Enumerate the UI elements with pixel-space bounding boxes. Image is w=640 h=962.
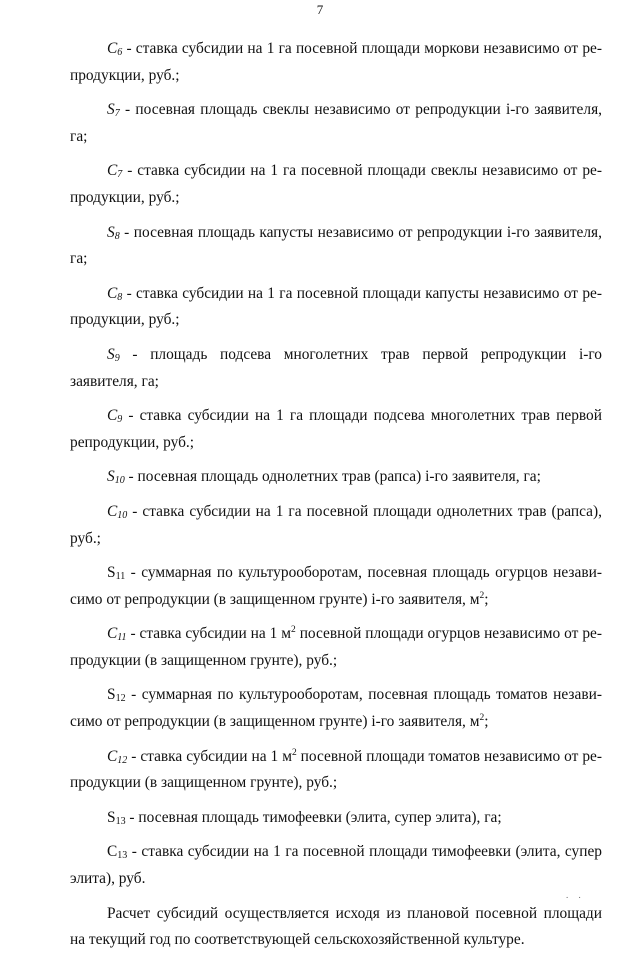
variable-symbol [107, 748, 127, 765]
variable-letter: C [107, 625, 118, 643]
paragraph [70, 342, 602, 395]
paragraph [70, 403, 602, 456]
variable-letter: C [107, 502, 118, 520]
paragraph [70, 805, 602, 832]
paragraph-text-tail: посевной площади огурцов независимо от репродукции (в защищенном грунте), руб.; [70, 625, 602, 669]
variable-subscript: 11 [115, 571, 126, 583]
variable-letter: S [107, 686, 116, 704]
variable-letter: S [107, 101, 115, 119]
paragraph-text-main: - ставка субсидии на 1 м [126, 625, 292, 643]
paragraph [70, 499, 602, 552]
variable-subscript: 13 [117, 850, 128, 862]
variable-symbol [107, 843, 127, 860]
variable-letter: S [107, 564, 116, 582]
paragraph-text [70, 503, 602, 547]
paragraph [70, 281, 602, 334]
variable-symbol [107, 285, 122, 302]
variable-subscript: 8 [117, 291, 123, 303]
variable-symbol [107, 625, 127, 642]
paragraph-text [70, 564, 602, 608]
variable-symbol [107, 101, 120, 118]
paragraph-text-main: - ставка субсидии на 1 м [127, 747, 292, 765]
paragraph [70, 97, 602, 150]
paragraph-text-main: - посевная площадь однолетних трав (рапса) i-го заявителя, га; [124, 468, 541, 486]
variable-subscript: 10 [117, 509, 128, 521]
unit-superscript: 2 [291, 625, 296, 636]
variable-letter: C [107, 40, 118, 57]
paragraph-text-main: Расчет субсидий осуществляется исходя из плановой посевной площади на текущий год по соответствующей сельскохозяйственной культуре. [70, 904, 602, 949]
variable-letter: C [107, 284, 118, 302]
variable-symbol [107, 224, 120, 241]
paragraph-text [70, 40, 602, 84]
variable-symbol [107, 686, 126, 703]
paragraph [70, 36, 602, 89]
variable-subscript: 6 [117, 47, 123, 58]
paragraph-text-tail: ; [484, 713, 489, 731]
document-body [70, 36, 602, 962]
paragraph [70, 464, 602, 491]
variable-subscript: 12 [115, 693, 126, 705]
paragraph-text [125, 468, 541, 485]
paragraph-text-main: - ставка субсидии на 1 га площади подсева многолетних трав первой репродукции, руб.; [70, 407, 602, 451]
page-number: 7 [316, 2, 324, 17]
variable-symbol [107, 564, 125, 581]
paragraph-text [70, 748, 602, 792]
paragraph-text [70, 686, 602, 730]
unit-superscript: 2 [479, 590, 485, 601]
variable-letter: S [107, 808, 116, 826]
variable-letter: C [107, 407, 118, 425]
variable-subscript: 7 [117, 169, 123, 181]
variable-subscript: 7 [114, 108, 120, 120]
variable-symbol [107, 346, 120, 363]
paragraph-text-main: - ставка субсидии на 1 га посевной площади однолетних трав (рапса), руб.; [70, 502, 602, 547]
variable-letter: S [107, 345, 115, 363]
paragraph-text [70, 625, 602, 669]
paragraph-text [70, 843, 602, 887]
paragraph-text [126, 809, 502, 826]
unit-superscript: 2 [479, 713, 485, 724]
variable-subscript: 9 [114, 352, 120, 364]
variable-letter: C [107, 747, 118, 765]
paragraph-text-main: - суммарная по культурооборотам, посевная площадь огурцов независимо от репродукции (в защищенном грунте) i-го заявителя, м [70, 564, 602, 608]
paragraph [70, 839, 602, 892]
paragraph [70, 560, 602, 613]
variable-subscript: 12 [117, 754, 128, 766]
paragraph-text-main: - посевная площадь тимофеевки (элита, супер элита), га; [125, 808, 502, 826]
paragraph [70, 682, 602, 735]
paragraph-text-main: - ставка субсидии на 1 га посевной площади свеклы независимо от репродукции, руб.; [70, 162, 602, 206]
variable-symbol [107, 162, 122, 179]
paragraph [70, 744, 602, 797]
paragraph-text-main: - площадь подсева многолетних трав первой репродукции i-го заявителя, га; [70, 345, 602, 390]
unit-superscript: 2 [291, 747, 297, 758]
paragraph-text [70, 224, 602, 268]
paragraph-text-main: - суммарная по культурооборотам, посевная площадь томатов независимо от репродукции (в защищенном грунте) i-го заявителя, м [70, 686, 602, 731]
paragraph-text-main: - ставка субсидии на 1 га посевной площади капусты независимо от репродукции, руб.; [70, 284, 602, 329]
variable-letter: S [107, 223, 115, 241]
variable-letter: S [107, 468, 115, 486]
variable-subscript: 10 [114, 475, 125, 487]
paragraph-text [70, 407, 602, 451]
paragraph-text-main: - посевная площадь капусты независимо от репродукции i-го заявителя, га; [70, 223, 602, 268]
paragraph-text [70, 162, 602, 206]
paragraph-text [70, 346, 602, 390]
variable-symbol [107, 407, 122, 424]
paragraph-text [70, 285, 602, 329]
paragraph-text-main: - ставка субсидии на 1 га посевной площади моркови независимо от репродукции, руб.; [70, 40, 602, 84]
paragraph-text-tail: ; [484, 590, 489, 608]
paragraph-text [70, 101, 602, 145]
paragraph-text [70, 905, 602, 949]
variable-symbol [107, 809, 126, 826]
paragraph-text-main: - ставка субсидии на 1 га посевной площади тимофеевки (элита, супер элита), руб. [70, 843, 602, 888]
paragraph [70, 621, 602, 674]
variable-symbol [107, 468, 125, 485]
paragraph [70, 901, 602, 954]
variable-letter: C [107, 843, 118, 861]
variable-subscript: 11 [117, 632, 127, 644]
paragraph [70, 220, 602, 273]
variable-subscript: 9 [117, 414, 123, 426]
variable-symbol [107, 40, 122, 57]
variable-symbol [107, 503, 127, 520]
scan-mark: . . [566, 890, 585, 900]
variable-subscript: 8 [114, 230, 120, 242]
variable-letter: C [107, 162, 118, 180]
paragraph-text-main: - посевная площадь свеклы независимо от репродукции i-го заявителя, га; [70, 101, 602, 145]
variable-subscript: 13 [115, 815, 126, 827]
paragraph-text-tail: посевной площади томатов независимо от репродукции (в защищенном грунте), руб.; [70, 747, 602, 792]
paragraph [70, 158, 602, 211]
